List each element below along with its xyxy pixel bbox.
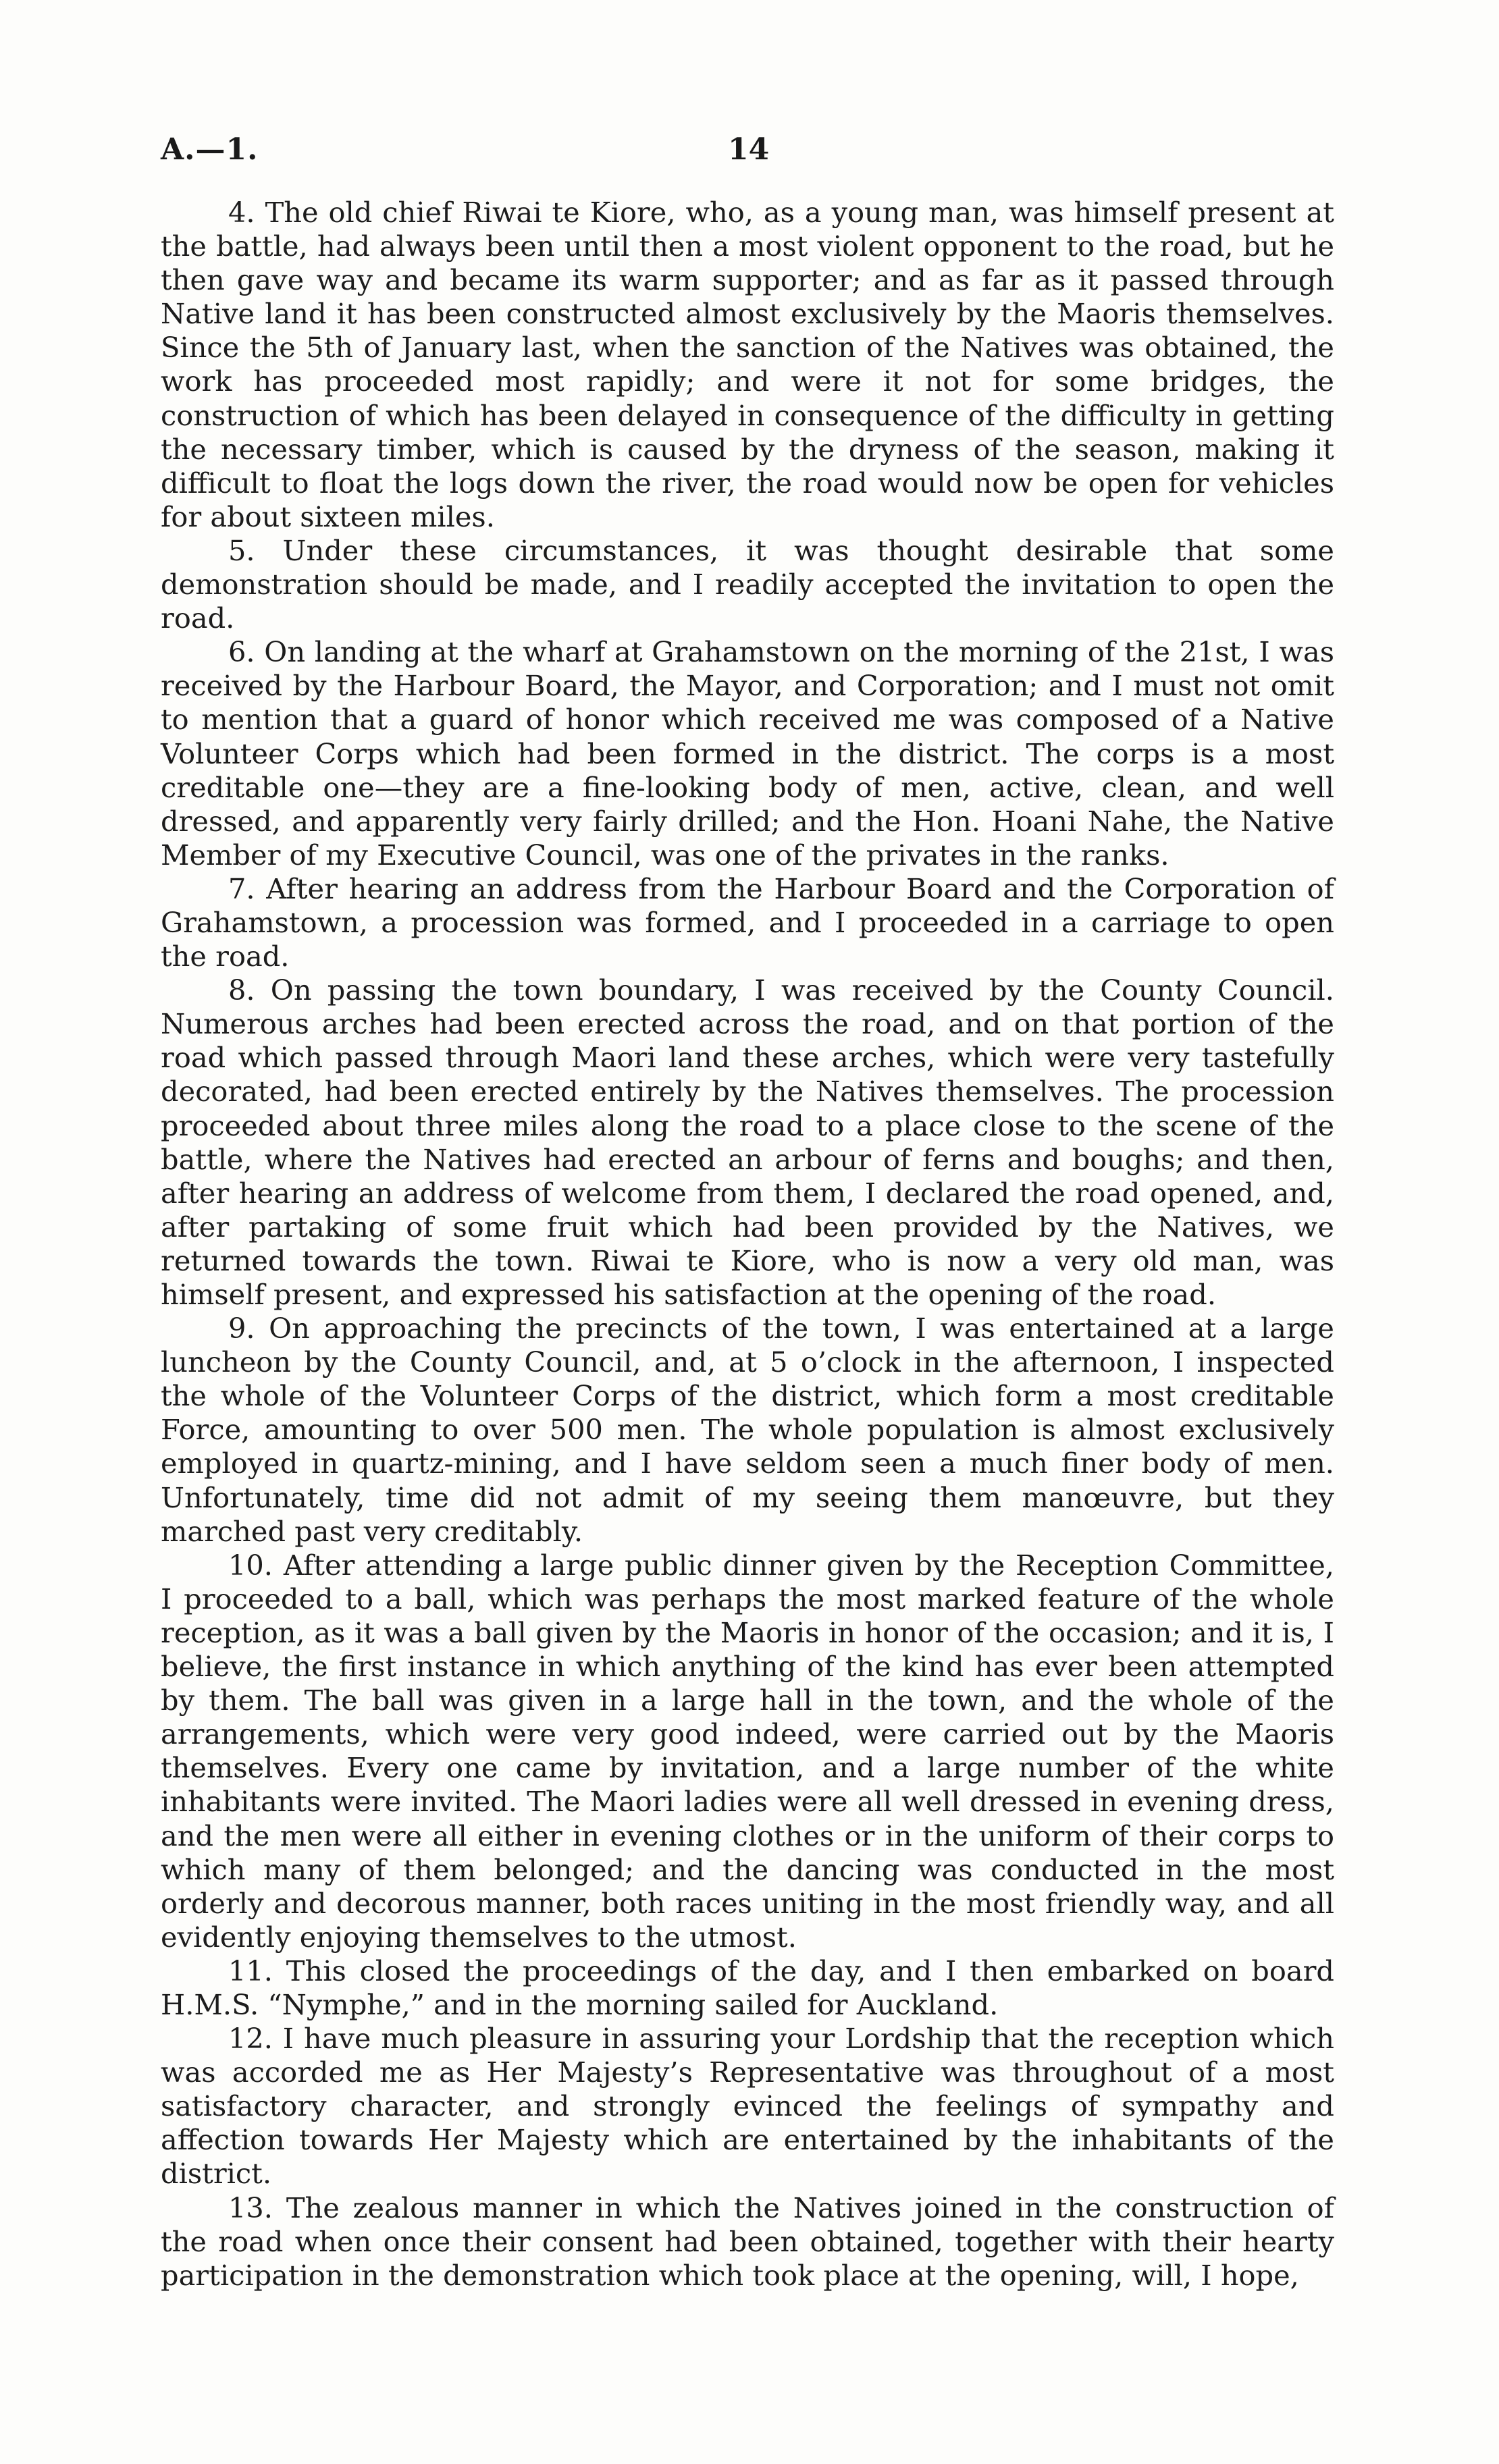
- paragraph-8: 8. On passing the town boundary, I was received by the County Council. Numerous arches had been erected across the road, and on that portion of the road which passed through Maori land these arches, which were very tastefully decorated, had been erected entirely by the Natives themselves. The procession proceeded about three miles along the road to a place close to the scene of the battle, where the Natives had erected an arbour of ferns and boughs; and then, after hearing an address of welcome from them, I declared the road opened, and, after partaking of some fruit which had been provided by the Natives, we returned towards the town. Riwai te Kiore, who is now a very old man, was himself present, and expressed his satisfaction at the opening of the road.: [161, 973, 1334, 1311]
- paragraph-4: 4. The old chief Riwai te Kiore, who, as a young man, was himself present at the battle, had always been until then a most violent opponent to the road, but he then gave way and became its warm supporter; and as far as it passed through Native land it has been constructed almost exclusively by the Maoris themselves. Since the 5th of January last, when the sanction of the Natives was obtained, the work has proceeded most rapidly; and were it not for some bridges, the construction of which has been delayed in consequence of the difficulty in getting the necessary timber, which is caused by the dryness of the season, making it difficult to float the logs down the river, the road would now be open for vehicles for about sixteen miles.: [161, 196, 1334, 533]
- paragraph-5: 5. Under these circumstances, it was thought desirable that some demonstration should be made, and I readily accepted the invitation to open the road.: [161, 533, 1334, 635]
- paragraph-6: 6. On landing at the wharf at Grahamstown on the morning of the 21st, I was received by the Harbour Board, the Mayor, and Corporation; and I must not omit to mention that a guard of honor which received me was composed of a Native Volunteer Corps which had been formed in the district. The corps is a most creditable one—they are a fine-looking body of men, active, clean, and well dressed, and apparently very fairly drilled; and the Hon. Hoani Nahe, the Native Member of my Executive Council, was one of the privates in the ranks.: [161, 635, 1334, 872]
- paragraph-9: 9. On approaching the precincts of the town, I was entertained at a large luncheon by the County Council, and, at 5 o’clock in the afternoon, I inspected the whole of the Volunteer Corps of the district, which form a most creditable Force, amounting to over 500 men. The whole population is almost exclusively employed in quartz-mining, and I have seldom seen a much finer body of men. Unfortunately, time did not admit of my seeing them manœuvre, but they marched past very creditably.: [161, 1312, 1334, 1548]
- page-header: [161, 132, 1336, 173]
- running-head: A.—1.: [161, 132, 259, 167]
- paragraph-10: 10. After attending a large public dinner given by the Reception Committee, I proceeded to a ball, which was perhaps the most marked feature of the whole reception, as it was a ball given by the Maoris in honor of the occasion; and it is, I believe, the first instance in which anything of the kind has ever been attempted by them. The ball was given in a large hall in the town, and the whole of the arrangements, which were very good indeed, were carried out by the Maoris themselves. Every one came by invitation, and a large number of the white inhabitants were invited. The Maori ladies were all well dressed in evening dress, and the men were all either in evening clothes or in the uniform of their corps to which many of them belonged; and the dancing was conducted in the most orderly and decorous manner, both races uniting in the most friendly way, and all evidently enjoying themselves to the utmost.: [161, 1548, 1334, 1954]
- body-text: [161, 196, 1334, 2293]
- paragraph-7: 7. After hearing an address from the Harbour Board and the Corporation of Grahamstown, a procession was formed, and I proceeded in a carriage to open the road.: [161, 872, 1334, 973]
- paragraph-13: 13. The zealous manner in which the Natives joined in the construction of the road when once their consent had been obtained, together with their hearty participation in the demonstration which took place at the opening, will, I hope,: [161, 2191, 1334, 2292]
- paragraph-12: 12. I have much pleasure in assuring your Lordship that the reception which was accorded me as Her Majesty’s Representative was throughout of a most satisfactory character, and strongly evinced the feelings of sympathy and affection towards Her Majesty which are entertained by the inhabitants of the district.: [161, 2022, 1334, 2191]
- paragraph-11: 11. This closed the proceedings of the day, and I then embarked on board H.M.S. “Nymphe,” and in the morning sailed for Auckland.: [161, 1954, 1334, 2021]
- page-number: 14: [728, 132, 770, 167]
